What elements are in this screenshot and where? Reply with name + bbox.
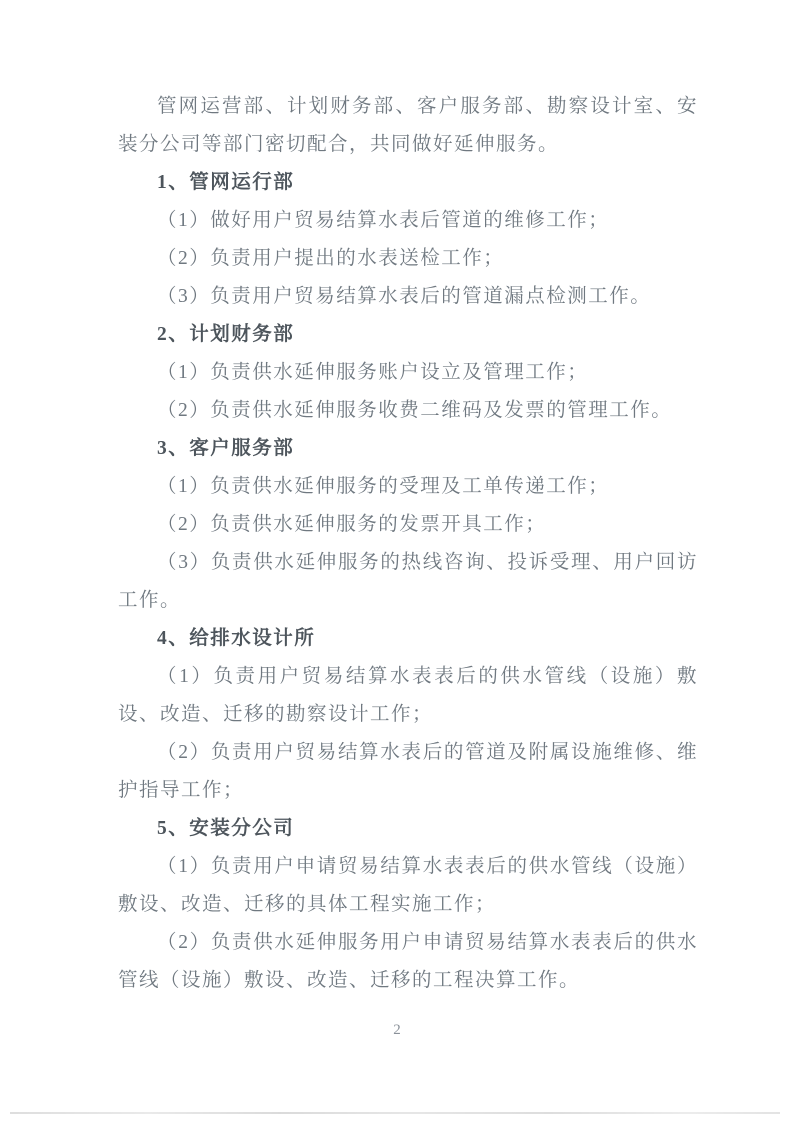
list-item: （3）负责供水延伸服务的热线咨询、投诉受理、用户回访工作。 bbox=[118, 552, 698, 611]
section-heading: 5、安装分公司 bbox=[157, 818, 295, 839]
document-body bbox=[118, 88, 698, 1000]
list-item: （1）负责供水延伸服务账户设立及管理工作； bbox=[157, 362, 589, 383]
list-item: （2）负责用户贸易结算水表后的管道及附属设施维修、维护指导工作； bbox=[118, 742, 698, 801]
list-item: （1）负责用户贸易结算水表表后的供水管线（设施）敷设、改造、迁移的勘察设计工作； bbox=[118, 666, 698, 725]
list-item: （1）做好用户贸易结算水表后管道的维修工作； bbox=[157, 210, 610, 231]
intro-paragraph: 管网运营部、计划财务部、客户服务部、勘察设计室、安装分公司等部门密切配合，共同做好延伸服务。 bbox=[118, 96, 698, 155]
list-item: （1）负责供水延伸服务的受理及工单传递工作； bbox=[157, 476, 610, 497]
section-heading: 2、计划财务部 bbox=[157, 324, 295, 345]
list-item: （2）负责供水延伸服务用户申请贸易结算水表表后的供水管线（设施）敷设、改造、迁移的工程决算工作。 bbox=[118, 932, 698, 991]
section-heading: 3、客户服务部 bbox=[157, 438, 295, 459]
section-heading: 1、管网运行部 bbox=[157, 172, 295, 193]
list-item: （2）负责供水延伸服务收费二维码及发票的管理工作。 bbox=[157, 400, 673, 421]
list-item: （1）负责用户申请贸易结算水表表后的供水管线（设施）敷设、改造、迁移的具体工程实施工作； bbox=[118, 856, 698, 915]
scan-artifact-line bbox=[10, 1112, 780, 1114]
list-item: （2）负责供水延伸服务的发票开具工作； bbox=[157, 514, 547, 535]
section-heading: 4、给排水设计所 bbox=[157, 628, 316, 649]
page-number: 2 bbox=[393, 1022, 401, 1038]
list-item: （3）负责用户贸易结算水表后的管道漏点检测工作。 bbox=[157, 286, 652, 307]
list-item: （2）负责用户提出的水表送检工作； bbox=[157, 248, 505, 269]
